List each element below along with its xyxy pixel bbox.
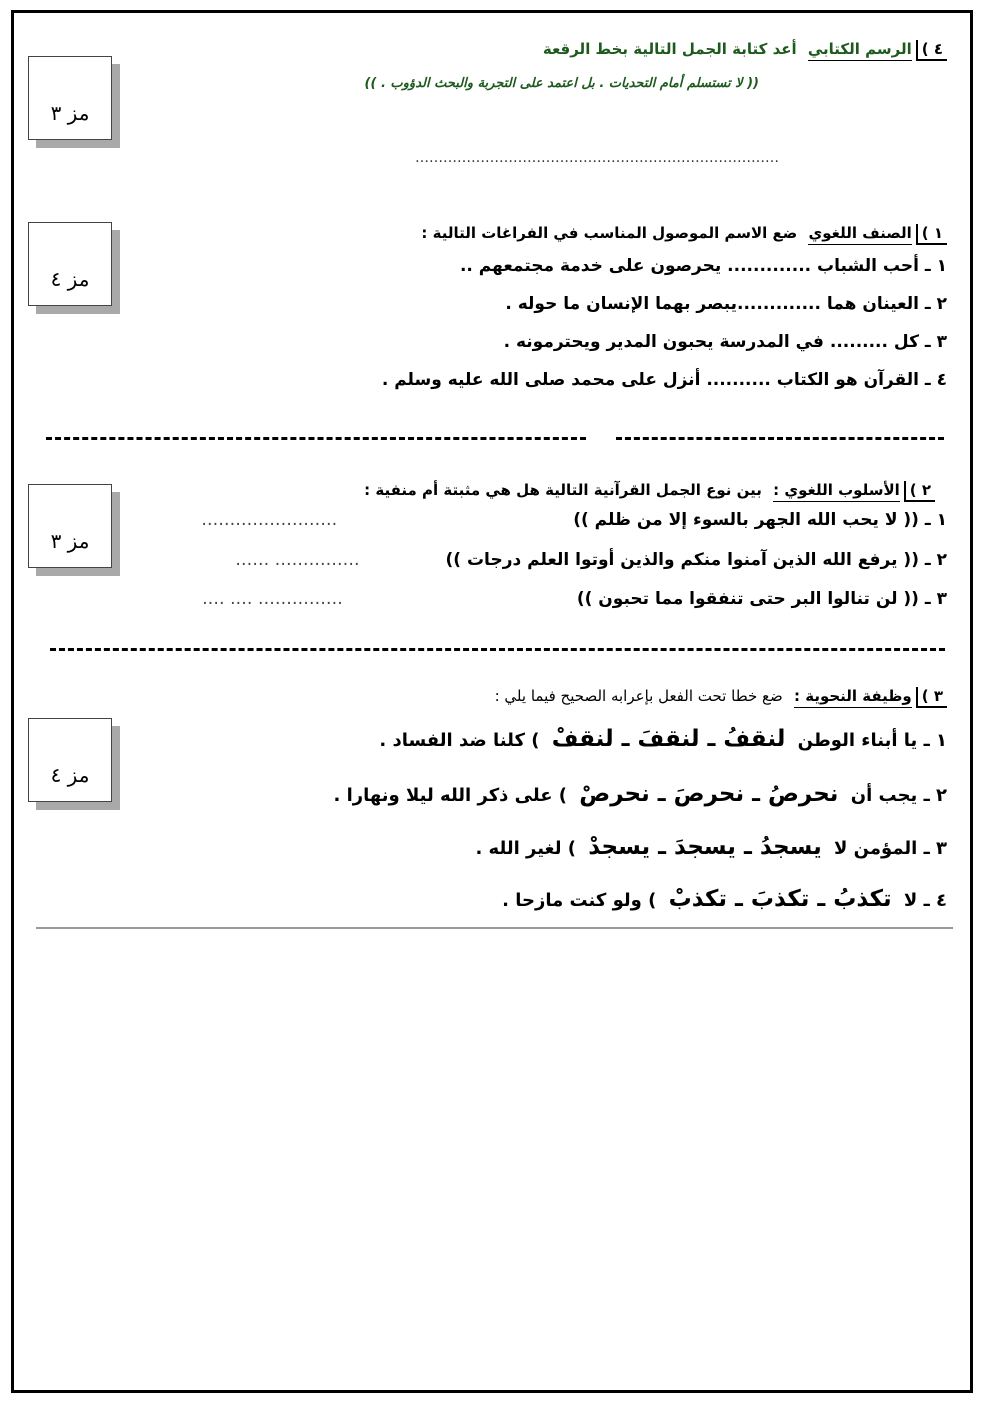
section-instruction: بين نوع الجمل القرآنية التالية هل هي مثبتة أم منفية :	[364, 481, 762, 499]
answer-dots: ……………………	[201, 510, 338, 530]
marks-box-style	[28, 484, 112, 568]
section-title: الأسلوب اللغوي :	[773, 481, 900, 502]
bottom-rule	[36, 927, 953, 929]
marks-label: مز ٤	[50, 763, 90, 787]
item-suffix: ) كلنا ضد الفساد .	[379, 730, 540, 751]
marks-box-writing	[28, 56, 112, 140]
section-instruction: ضع الاسم الموصول المناسب في الفراغات التالية :	[421, 224, 798, 242]
section-number: ٣ )	[916, 687, 947, 708]
section-instruction: أعد كتابة الجمل التالية بخط الرقعة	[542, 40, 797, 58]
list-item	[502, 886, 947, 912]
marks-label: مز ٤	[50, 267, 90, 291]
answer-dots: …………… …. ….	[202, 589, 343, 609]
writing-answer-line: ……………………………………………………………………	[415, 150, 779, 166]
item-text: ١ ـ (( لا يحب الله الجهر بالسوء إلا من ظلم ))	[573, 510, 947, 530]
item-prefix: ٣ ـ المؤمن لا	[834, 838, 947, 859]
writing-quote: (( لا تستسلم أمام التحديات . بل اعتمد على التجربة والبحث الدؤوب . ))	[364, 76, 759, 91]
marks-label: مز ٣	[50, 101, 90, 125]
verb-options: لنقفُ ـ لنقفَ ـ لنقفْ	[551, 726, 786, 752]
list-item: ٣ ـ كل ......... في المدرسة يحبون المدير ويحترمونه .	[503, 332, 947, 352]
verb-options: يسجدُ ـ يسجدَ ـ يسجدْ	[588, 834, 822, 860]
marks-box-linguistic	[28, 222, 112, 306]
section-divider	[46, 437, 586, 440]
verb-options: تكذبُ ـ تكذبَ ـ تكذبْ	[668, 886, 892, 912]
list-item	[379, 726, 947, 752]
list-item	[235, 550, 947, 570]
list-item: ١ ـ أحب الشباب ............. يحرصون على خدمة مجتمعهم ..	[459, 256, 947, 276]
section-header-style	[364, 481, 935, 502]
section-number: ٢ )	[904, 481, 935, 502]
marks-box-grammar	[28, 718, 112, 802]
answer-dots: …………… ……	[235, 550, 360, 570]
section-title: الرسم الكتابي	[808, 40, 912, 61]
section-title: الصنف اللغوي	[808, 224, 911, 245]
section-number: ٤ )	[916, 40, 947, 61]
section-number: ١ )	[916, 224, 947, 245]
item-suffix: ) لغير الله .	[475, 838, 576, 859]
list-item	[475, 834, 947, 860]
item-text: ٢ ـ (( يرفع الله الذين آمنوا منكم والذين أوتوا العلم درجات ))	[445, 550, 947, 570]
section-divider	[616, 437, 944, 440]
section-divider	[50, 648, 945, 651]
section-header-linguistic	[421, 224, 947, 245]
marks-label: مز ٣	[50, 529, 90, 553]
section-title: وظيفة النحوية :	[794, 687, 912, 708]
section-header-grammar	[495, 687, 947, 708]
section-header-writing	[543, 40, 947, 61]
item-suffix: ) ولو كنت مازحا .	[502, 890, 657, 911]
verb-options: نحرصُ ـ نحرصَ ـ نحرصْ	[579, 781, 839, 807]
list-item	[334, 781, 948, 807]
item-prefix: ٢ ـ يجب أن	[850, 785, 947, 806]
list-item: ٤ ـ القرآن هو الكتاب .......... أنزل على محمد صلى الله عليه وسلم .	[381, 370, 947, 390]
item-suffix: ) على ذكر الله ليلا ونهارا .	[333, 785, 568, 806]
item-prefix: ٤ ـ لا	[903, 890, 947, 911]
list-item	[202, 589, 947, 609]
list-item	[201, 510, 947, 530]
item-prefix: ١ ـ يا أبناء الوطن	[797, 730, 947, 751]
item-text: ٣ ـ (( لن تنالوا البر حتى تنفقوا مما تحبون ))	[576, 589, 947, 609]
section-instruction: ضع خطا تحت الفعل بإعرابه الصحيح فيما يلي :	[494, 687, 783, 705]
list-item: ٢ ـ العينان هما .............يبصر بهما الإنسان ما حوله .	[505, 294, 947, 314]
